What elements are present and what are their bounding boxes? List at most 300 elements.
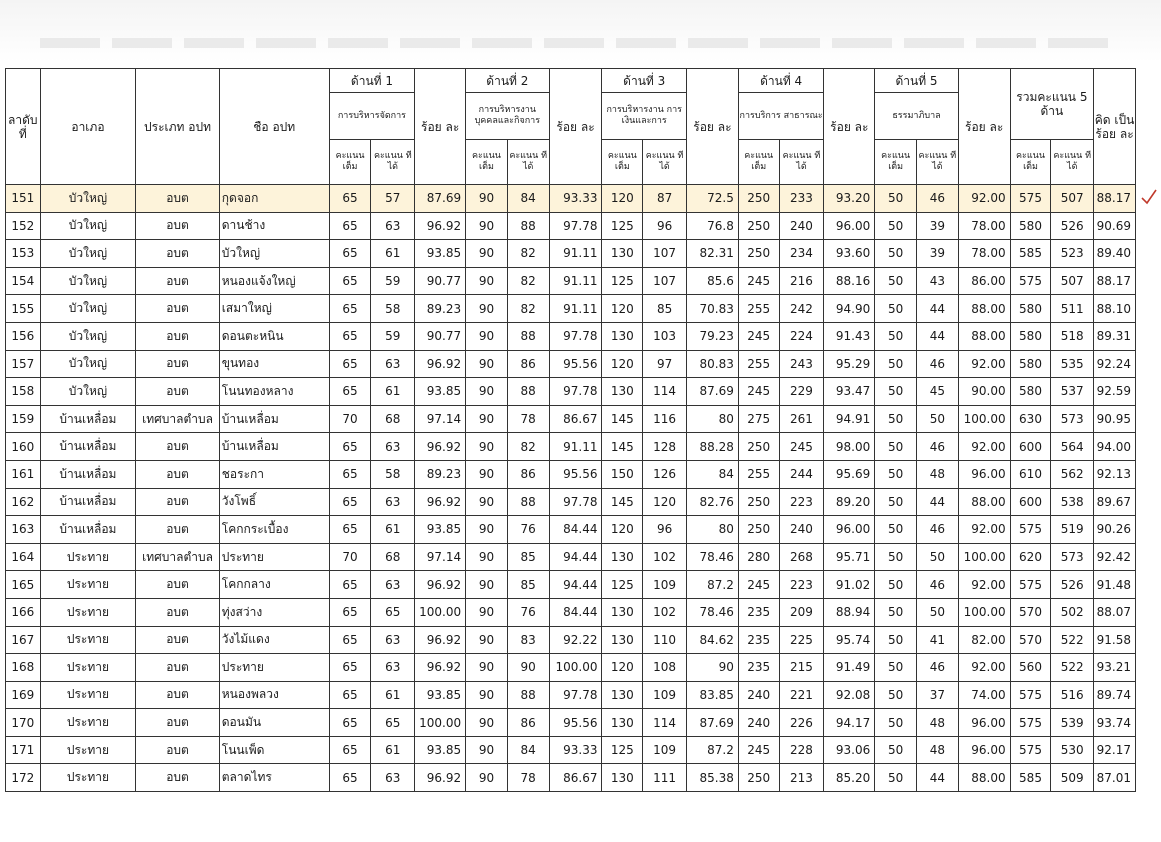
cell-p4: 94.91 [824, 405, 875, 433]
cell-name: โคกกลาง [219, 571, 329, 599]
cell-p2: 97.78 [549, 212, 602, 240]
cell-p1: 96.92 [415, 626, 466, 654]
cell-b1: 63 [371, 433, 415, 461]
cell-b4: 223 [779, 488, 824, 516]
cell-p3: 78.46 [686, 598, 738, 626]
cell-name: ขุนทอง [219, 350, 329, 378]
cell-p5: 88.00 [958, 295, 1010, 323]
cell-p1: 90.77 [415, 322, 466, 350]
cell-type: อบต [136, 488, 219, 516]
cell-district: ประทาย [40, 598, 136, 626]
cell-b5: 48 [917, 460, 959, 488]
group2-percent-header: ร้อย ละ [549, 69, 602, 185]
cell-p5: 88.00 [958, 764, 1010, 792]
cell-district: ประทาย [40, 736, 136, 764]
cell-tp: 92.17 [1094, 736, 1136, 764]
cell-a3: 145 [602, 405, 643, 433]
cell-a3: 130 [602, 240, 643, 268]
cell-no: 162 [6, 488, 41, 516]
cell-a1: 70 [329, 405, 371, 433]
cell-name: วังโพธิ์ [219, 488, 329, 516]
group5-title: ด้านที่ 5 [875, 69, 958, 93]
cell-a5: 50 [875, 460, 917, 488]
cell-tb: 573 [1051, 405, 1094, 433]
cell-district: บ้านเหลื่อม [40, 405, 136, 433]
cell-no: 170 [6, 709, 41, 737]
cell-b1: 61 [371, 736, 415, 764]
cell-p3: 80 [686, 516, 738, 544]
total-full-header: คะแนน เต็ม [1010, 140, 1051, 185]
cell-name: ดอนมัน [219, 709, 329, 737]
cell-b2: 88 [507, 212, 549, 240]
cell-a1: 65 [329, 212, 371, 240]
cell-a1: 65 [329, 736, 371, 764]
cell-a1: 65 [329, 378, 371, 406]
cell-p5: 74.00 [958, 681, 1010, 709]
cell-p1: 100.00 [415, 598, 466, 626]
cell-p4: 93.47 [824, 378, 875, 406]
cell-a2: 90 [466, 626, 508, 654]
cell-no: 165 [6, 571, 41, 599]
cell-b4: 240 [779, 212, 824, 240]
cell-p2: 92.22 [549, 626, 602, 654]
cell-p5: 92.00 [958, 185, 1010, 213]
cell-p1: 96.92 [415, 764, 466, 792]
cell-b5: 46 [917, 185, 959, 213]
cell-b2: 86 [507, 460, 549, 488]
cell-a3: 130 [602, 709, 643, 737]
cell-p5: 92.00 [958, 516, 1010, 544]
cell-b3: 116 [643, 405, 687, 433]
cell-type: อบต [136, 764, 219, 792]
cell-b4: 234 [779, 240, 824, 268]
cell-a2: 90 [466, 212, 508, 240]
table-row [6, 654, 1136, 682]
cell-type: อบต [136, 295, 219, 323]
cell-ta: 575 [1010, 681, 1051, 709]
cell-tb: 562 [1051, 460, 1094, 488]
table-row [6, 322, 1136, 350]
cell-p3: 90 [686, 654, 738, 682]
cell-b1: 63 [371, 350, 415, 378]
cell-a5: 50 [875, 405, 917, 433]
cell-ta: 575 [1010, 709, 1051, 737]
cell-a5: 50 [875, 267, 917, 295]
cell-b2: 88 [507, 378, 549, 406]
group5-percent-header: ร้อย ละ [958, 69, 1010, 185]
cell-a1: 65 [329, 709, 371, 737]
cell-p3: 80.83 [686, 350, 738, 378]
cell-p5: 82.00 [958, 626, 1010, 654]
cell-a2: 90 [466, 488, 508, 516]
cell-p3: 82.76 [686, 488, 738, 516]
cell-b3: 110 [643, 626, 687, 654]
cell-a3: 125 [602, 212, 643, 240]
cell-b1: 63 [371, 488, 415, 516]
group2-subtitle: การบริหารงาน บุคคลและกิจการ [466, 93, 549, 140]
cell-p5: 88.00 [958, 488, 1010, 516]
cell-a4: 275 [738, 405, 779, 433]
cell-a3: 130 [602, 322, 643, 350]
cell-a2: 90 [466, 598, 508, 626]
cell-a5: 50 [875, 626, 917, 654]
cell-b2: 83 [507, 626, 549, 654]
g5-got-header: คะแนน ทีได้ [917, 140, 959, 185]
cell-p3: 87.2 [686, 571, 738, 599]
cell-p1: 96.92 [415, 433, 466, 461]
cell-tb: 522 [1051, 654, 1094, 682]
cell-p5: 78.00 [958, 240, 1010, 268]
cell-p1: 96.92 [415, 212, 466, 240]
cell-a3: 125 [602, 571, 643, 599]
check-mark-icon [1140, 188, 1158, 206]
cell-tb: 523 [1051, 240, 1094, 268]
cell-p2: 93.33 [549, 736, 602, 764]
cell-a4: 240 [738, 681, 779, 709]
cell-a2: 90 [466, 295, 508, 323]
cell-p2: 91.11 [549, 267, 602, 295]
cell-name: ประทาย [219, 654, 329, 682]
cell-a2: 90 [466, 433, 508, 461]
cell-b2: 86 [507, 709, 549, 737]
cell-a4: 250 [738, 240, 779, 268]
cell-b4: 245 [779, 433, 824, 461]
cell-b4: 240 [779, 516, 824, 544]
cell-b2: 76 [507, 598, 549, 626]
cell-district: บัวใหญ่ [40, 378, 136, 406]
cell-a5: 50 [875, 516, 917, 544]
group1-subtitle: การบริหารจัดการ [329, 93, 415, 140]
cell-a3: 130 [602, 378, 643, 406]
cell-b4: 216 [779, 267, 824, 295]
cell-p1: 96.92 [415, 350, 466, 378]
cell-a2: 90 [466, 681, 508, 709]
cell-tb: 519 [1051, 516, 1094, 544]
cell-b3: 96 [643, 516, 687, 544]
cell-p3: 84.62 [686, 626, 738, 654]
cell-b2: 85 [507, 543, 549, 571]
cell-p1: 89.23 [415, 295, 466, 323]
cell-name: ตลาดไทร [219, 764, 329, 792]
cell-tb: 516 [1051, 681, 1094, 709]
cell-a3: 120 [602, 350, 643, 378]
cell-type: เทศบาลตำบล [136, 405, 219, 433]
cell-name: บัวใหญ่ [219, 240, 329, 268]
cell-a3: 125 [602, 267, 643, 295]
cell-a5: 50 [875, 571, 917, 599]
cell-p1: 89.23 [415, 460, 466, 488]
cell-district: บัวใหญ่ [40, 212, 136, 240]
cell-b1: 65 [371, 598, 415, 626]
cell-b3: 128 [643, 433, 687, 461]
cell-b2: 78 [507, 405, 549, 433]
cell-a5: 50 [875, 378, 917, 406]
group1-percent-header: ร้อย ละ [415, 69, 466, 185]
cell-ta: 600 [1010, 488, 1051, 516]
table-row [6, 709, 1136, 737]
cell-name: วังไม้แดง [219, 626, 329, 654]
cell-p5: 78.00 [958, 212, 1010, 240]
cell-b1: 63 [371, 626, 415, 654]
cell-p2: 97.78 [549, 322, 602, 350]
cell-district: บัวใหญ่ [40, 295, 136, 323]
col-no-header: ลาดับ ที่ [6, 69, 41, 185]
cell-name: โนนเพ็ด [219, 736, 329, 764]
cell-a2: 90 [466, 764, 508, 792]
cell-a5: 50 [875, 295, 917, 323]
cell-p4: 94.17 [824, 709, 875, 737]
cell-ta: 575 [1010, 736, 1051, 764]
cell-tb: 564 [1051, 433, 1094, 461]
cell-name: กุดจอก [219, 185, 329, 213]
cell-a2: 90 [466, 185, 508, 213]
cell-p3: 70.83 [686, 295, 738, 323]
cell-p2: 91.11 [549, 433, 602, 461]
cell-a2: 90 [466, 405, 508, 433]
cell-name: โคกกระเบื้อง [219, 516, 329, 544]
cell-district: ประทาย [40, 626, 136, 654]
table-row [6, 764, 1136, 792]
cell-a3: 130 [602, 681, 643, 709]
cell-ta: 630 [1010, 405, 1051, 433]
cell-type: อบต [136, 185, 219, 213]
cell-tp: 91.58 [1094, 626, 1136, 654]
g1-got-header: คะแนน ทีได้ [371, 140, 415, 185]
cell-p2: 86.67 [549, 764, 602, 792]
cell-ta: 580 [1010, 350, 1051, 378]
cell-p4: 93.20 [824, 185, 875, 213]
cell-b3: 126 [643, 460, 687, 488]
cell-b1: 59 [371, 322, 415, 350]
cell-b3: 103 [643, 322, 687, 350]
cell-tp: 89.74 [1094, 681, 1136, 709]
table-row [6, 736, 1136, 764]
cell-b1: 58 [371, 295, 415, 323]
cell-b5: 46 [917, 350, 959, 378]
cell-a3: 130 [602, 598, 643, 626]
cell-p2: 95.56 [549, 460, 602, 488]
cell-b2: 85 [507, 571, 549, 599]
cell-b4: 221 [779, 681, 824, 709]
cell-a1: 65 [329, 460, 371, 488]
cell-a4: 240 [738, 709, 779, 737]
cell-type: อบต [136, 212, 219, 240]
cell-b1: 57 [371, 185, 415, 213]
g2-got-header: คะแนน ทีได้ [507, 140, 549, 185]
cell-p4: 88.16 [824, 267, 875, 295]
cell-p4: 89.20 [824, 488, 875, 516]
cell-district: ประทาย [40, 764, 136, 792]
cell-b5: 45 [917, 378, 959, 406]
cell-b2: 90 [507, 654, 549, 682]
cell-type: อบต [136, 240, 219, 268]
cell-district: ประทาย [40, 543, 136, 571]
cell-a2: 90 [466, 571, 508, 599]
cell-a3: 120 [602, 185, 643, 213]
scan-top-band [0, 0, 1161, 62]
cell-b2: 78 [507, 764, 549, 792]
cell-ta: 570 [1010, 626, 1051, 654]
cell-a5: 50 [875, 709, 917, 737]
table-row [6, 571, 1136, 599]
cell-tb: 538 [1051, 488, 1094, 516]
cell-a1: 70 [329, 543, 371, 571]
table-row [6, 626, 1136, 654]
cell-b1: 63 [371, 764, 415, 792]
cell-b1: 58 [371, 460, 415, 488]
group3-subtitle: การบริหารงาน การเงินและการ [602, 93, 686, 140]
table-row [6, 681, 1136, 709]
table-row [6, 295, 1136, 323]
cell-a2: 90 [466, 543, 508, 571]
cell-b1: 63 [371, 212, 415, 240]
cell-tp: 92.13 [1094, 460, 1136, 488]
cell-name: โนนทองหลาง [219, 378, 329, 406]
cell-p2: 97.78 [549, 378, 602, 406]
cell-name: หนองแจ้งใหญ่ [219, 267, 329, 295]
cell-p4: 96.00 [824, 212, 875, 240]
cell-a2: 90 [466, 709, 508, 737]
cell-b3: 107 [643, 267, 687, 295]
table-row [6, 488, 1136, 516]
cell-no: 164 [6, 543, 41, 571]
cell-no: 158 [6, 378, 41, 406]
cell-p5: 86.00 [958, 267, 1010, 295]
cell-a1: 65 [329, 598, 371, 626]
cell-a1: 65 [329, 488, 371, 516]
cell-tp: 90.95 [1094, 405, 1136, 433]
cell-b2: 82 [507, 295, 549, 323]
table-row [6, 598, 1136, 626]
cell-a4: 235 [738, 626, 779, 654]
cell-a1: 65 [329, 764, 371, 792]
cell-a4: 250 [738, 212, 779, 240]
cell-p4: 93.60 [824, 240, 875, 268]
cell-tb: 573 [1051, 543, 1094, 571]
cell-a1: 65 [329, 350, 371, 378]
table-row [6, 185, 1136, 213]
cell-name: ดอนตะหนิน [219, 322, 329, 350]
cell-a4: 250 [738, 433, 779, 461]
result-percent-header: คิด เป็น ร้อย ละ [1094, 69, 1136, 185]
cell-ta: 575 [1010, 571, 1051, 599]
cell-a4: 255 [738, 460, 779, 488]
table-body [6, 185, 1136, 792]
cell-a5: 50 [875, 598, 917, 626]
cell-a3: 130 [602, 764, 643, 792]
total-title: รวมคะแนน 5 ด้าน [1010, 69, 1093, 140]
cell-name: หนองพลวง [219, 681, 329, 709]
cell-no: 154 [6, 267, 41, 295]
cell-p1: 93.85 [415, 681, 466, 709]
bleed-through-text [40, 38, 1120, 48]
cell-a2: 90 [466, 736, 508, 764]
cell-ta: 580 [1010, 378, 1051, 406]
cell-b5: 43 [917, 267, 959, 295]
cell-tp: 91.48 [1094, 571, 1136, 599]
cell-b4: 243 [779, 350, 824, 378]
cell-b3: 87 [643, 185, 687, 213]
cell-a2: 90 [466, 460, 508, 488]
cell-tb: 502 [1051, 598, 1094, 626]
g4-got-header: คะแนน ทีได้ [779, 140, 824, 185]
cell-name: ทุ่งสว่าง [219, 598, 329, 626]
cell-type: อบต [136, 460, 219, 488]
cell-a4: 245 [738, 571, 779, 599]
cell-p1: 100.00 [415, 709, 466, 737]
cell-tp: 90.26 [1094, 516, 1136, 544]
cell-no: 153 [6, 240, 41, 268]
cell-p5: 96.00 [958, 736, 1010, 764]
cell-b1: 61 [371, 681, 415, 709]
cell-p4: 88.94 [824, 598, 875, 626]
cell-p1: 96.92 [415, 654, 466, 682]
cell-b4: 268 [779, 543, 824, 571]
cell-p3: 82.31 [686, 240, 738, 268]
cell-b3: 114 [643, 378, 687, 406]
cell-type: อบต [136, 322, 219, 350]
cell-p3: 78.46 [686, 543, 738, 571]
cell-p3: 87.69 [686, 709, 738, 737]
score-table [5, 68, 1136, 792]
cell-ta: 585 [1010, 764, 1051, 792]
cell-b2: 88 [507, 488, 549, 516]
cell-type: อบต [136, 433, 219, 461]
cell-p5: 90.00 [958, 378, 1010, 406]
table-row [6, 350, 1136, 378]
cell-ta: 585 [1010, 240, 1051, 268]
g4-full-header: คะแนน เต็ม [738, 140, 779, 185]
cell-a5: 50 [875, 736, 917, 764]
cell-p4: 95.29 [824, 350, 875, 378]
cell-b3: 107 [643, 240, 687, 268]
cell-type: อบต [136, 736, 219, 764]
cell-district: ประทาย [40, 709, 136, 737]
cell-b5: 50 [917, 405, 959, 433]
cell-p2: 100.00 [549, 654, 602, 682]
group3-percent-header: ร้อย ละ [686, 69, 738, 185]
cell-a4: 250 [738, 488, 779, 516]
cell-b2: 88 [507, 322, 549, 350]
cell-tp: 88.17 [1094, 185, 1136, 213]
cell-p4: 91.49 [824, 654, 875, 682]
cell-p2: 97.78 [549, 681, 602, 709]
cell-b5: 48 [917, 736, 959, 764]
cell-name: บ้านเหลื่อม [219, 405, 329, 433]
cell-type: อบต [136, 350, 219, 378]
table-row [6, 240, 1136, 268]
cell-a5: 50 [875, 240, 917, 268]
cell-district: บัวใหญ่ [40, 240, 136, 268]
cell-tp: 92.42 [1094, 543, 1136, 571]
cell-ta: 610 [1010, 460, 1051, 488]
cell-b1: 59 [371, 267, 415, 295]
cell-b5: 50 [917, 543, 959, 571]
cell-p4: 98.00 [824, 433, 875, 461]
col-district-header: อาเภอ [40, 69, 136, 185]
cell-p3: 80 [686, 405, 738, 433]
cell-b4: 226 [779, 709, 824, 737]
cell-a4: 280 [738, 543, 779, 571]
cell-a1: 65 [329, 322, 371, 350]
total-got-header: คะแนน ทีได้ [1051, 140, 1094, 185]
cell-type: อบต [136, 571, 219, 599]
cell-ta: 620 [1010, 543, 1051, 571]
cell-district: ประทาย [40, 681, 136, 709]
cell-a4: 255 [738, 295, 779, 323]
cell-b2: 84 [507, 736, 549, 764]
cell-p5: 92.00 [958, 350, 1010, 378]
